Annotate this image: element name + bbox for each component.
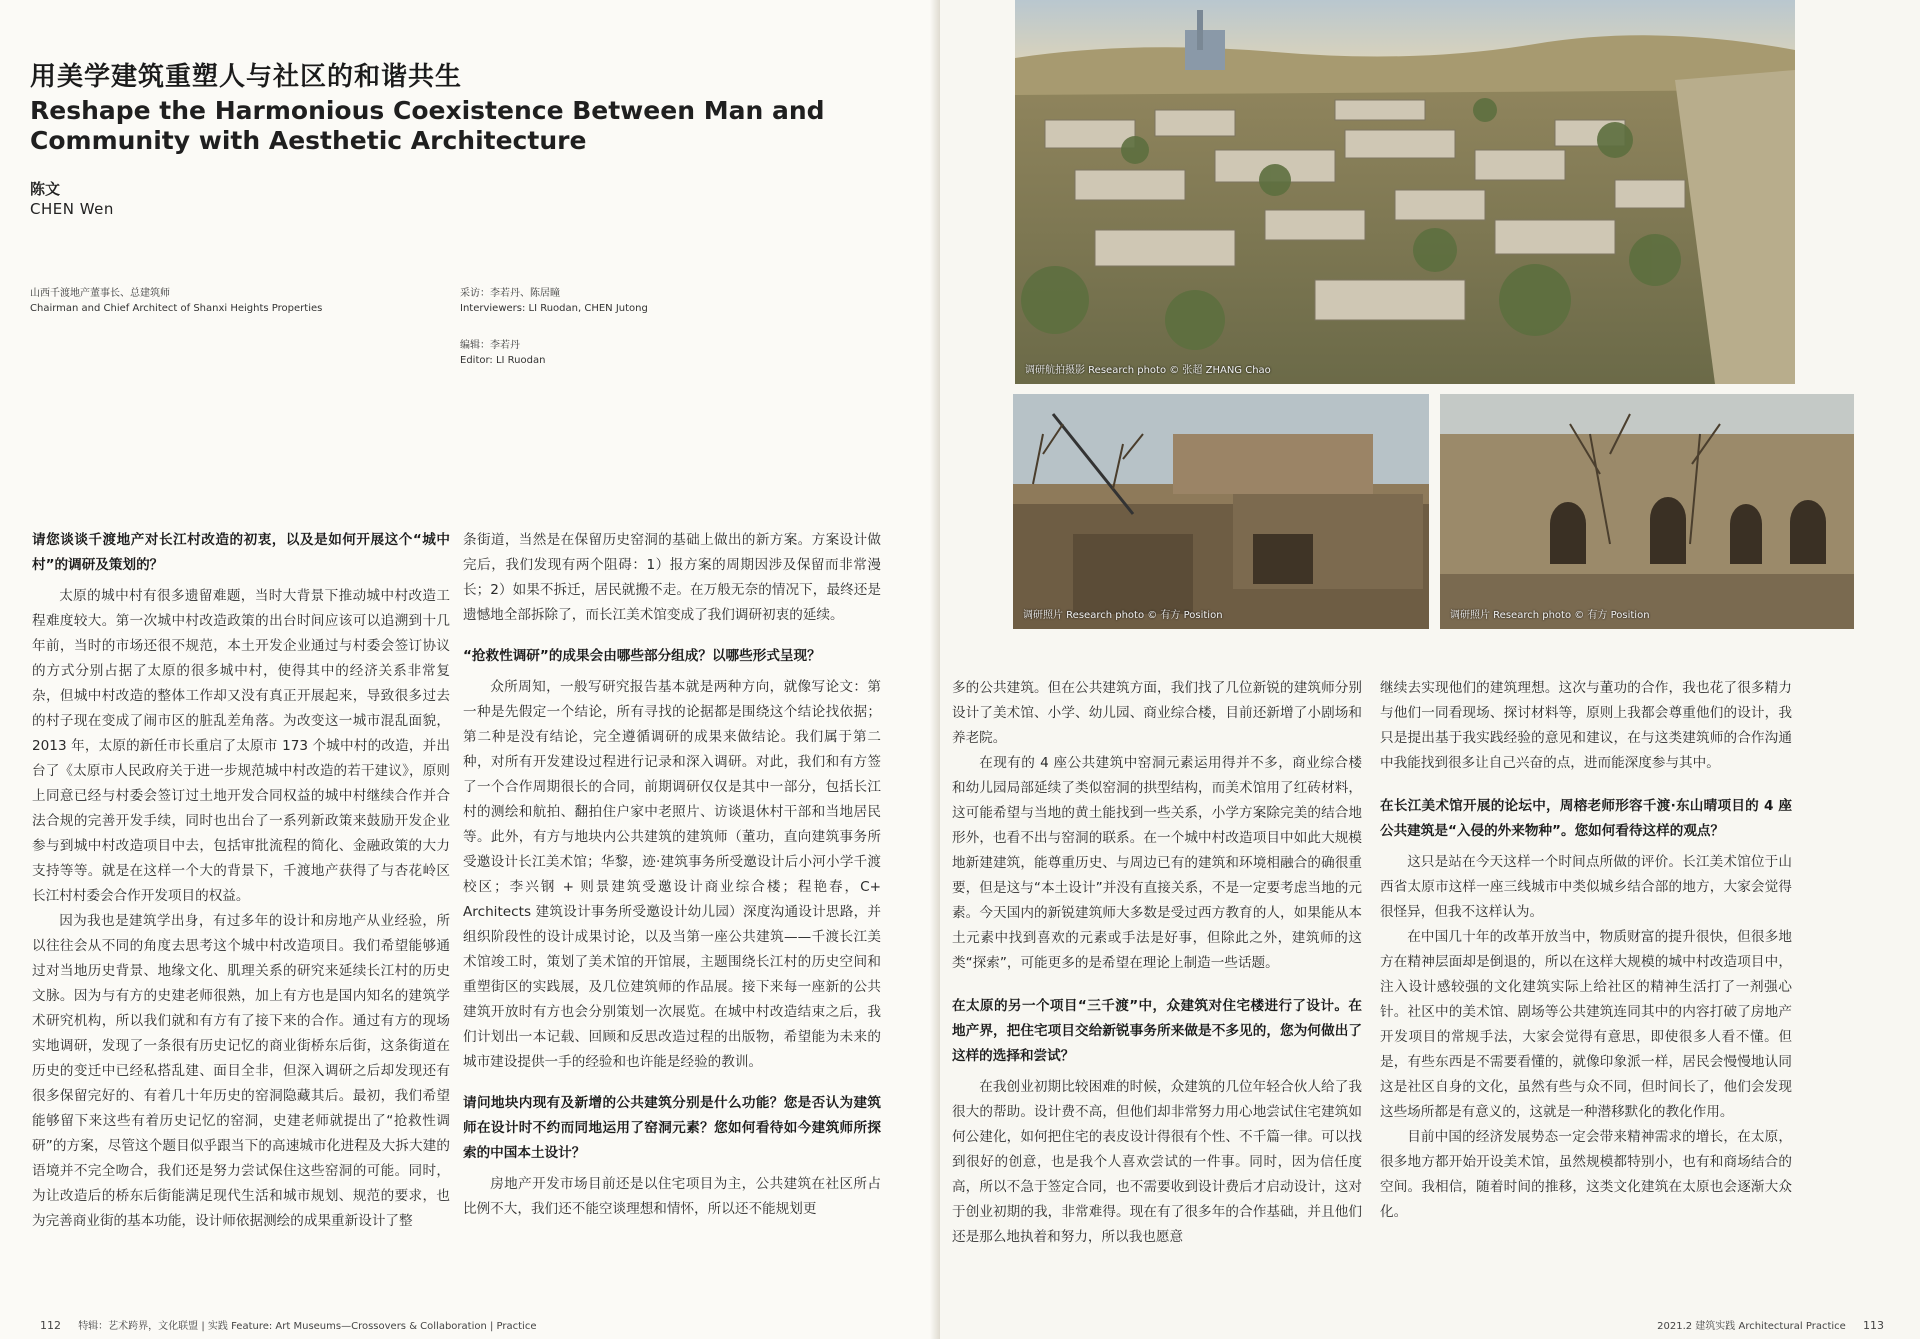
photo-caption: 调研照片 Research photo © 有方 Position bbox=[1450, 610, 1650, 621]
article-title-en: Reshape the Harmonious Coexistence Between Man and Community with Aesthetic Architecture bbox=[30, 96, 825, 155]
editor-en: Editor: LI Ruodan bbox=[460, 355, 546, 366]
paragraph: 目前中国的经济发展势态一定会带来精神需求的增长，在太原，很多地方都开始开设美术馆，虽然规模都特别小，也有和商场结合的空间。我相信，随着时间的推移，这类文化建筑在太原也会逐渐大众化。 bbox=[1380, 1129, 1792, 1220]
page-number: 113 bbox=[1863, 1319, 1884, 1332]
cave-dwelling-photo-1 bbox=[1013, 394, 1429, 629]
affiliation-en: Chairman and Chief Architect of Shanxi Heights Properties bbox=[30, 303, 323, 314]
editor-zh: 编辑：李若丹 bbox=[460, 340, 520, 351]
paragraph: 这只是站在今天这样一个时间点所做的评价。长江美术馆位于山西省太原市这样一座三线城市中类似城乡结合部的地方，大家会觉得很怪异，但我不这样认为。 bbox=[1380, 854, 1792, 920]
affiliation-zh: 山西千渡地产董事长、总建筑师 bbox=[30, 288, 170, 299]
aerial-research-photo bbox=[1015, 0, 1795, 384]
photo-caption: 调研航拍摄影 Research photo © 张超 ZHANG Chao bbox=[1025, 365, 1271, 376]
paragraph: 继续去实现他们的建筑理想。这次与董功的合作，我也花了很多精力与他们一同看现场、探讨材料等，原则上我都会尊重他们的设计，我只是提出基于我实践经验的意见和建议，在与这类建筑师的合作沟通中我能找到很多让自己兴奋的点，进而能深度参与其中。 bbox=[1380, 680, 1792, 771]
interview-question: 在太原的另一个项目“三千渡”中，众建筑对住宅楼进行了设计。在地产界，把住宅项目交给新锐事务所来做是不多见的，您为何做出了这样的选择和尝试？ bbox=[952, 998, 1362, 1064]
text-column-3 bbox=[952, 676, 1362, 1250]
aerial-village-image bbox=[1015, 0, 1795, 384]
interviewers-en: Interviewers: LI Ruodan, CHEN Jutong bbox=[460, 303, 648, 314]
author-name-zh: 陈文 bbox=[30, 180, 61, 198]
interview-question: 请问地块内现有及新增的公共建筑分别是什么功能？您是否认为建筑师在设计时不约而同地运用了窑洞元素？您如何看待如今建筑师所探索的中国本土设计？ bbox=[463, 1095, 881, 1161]
paragraph: 因为我也是建筑学出身，有过多年的设计和房地产从业经验，所以往往会从不同的角度去思考这个城中村改造项目。我们希望能够通过对当地历史背景、地缘文化、肌理关系的研究来延续长江村的历史文脉。因为与有方的史建老师很熟，加上有方也是国内知名的建筑学术研究机构，所以我们就和有方有了接下来的合作。通过有方的现场实地调研，发现了一条很有历史记忆的商业街桥东后街，这条街道在历史的变迁中已经私搭乱建、面目全非，但深入调研之后却发现还有很多保留完好的、有着几十年历史的窑洞隐藏其后。最初，我们希望能够留下来这些有着历史记忆的窑洞，史建老师就提出了“抢救性调研”的方案，尽管这个题目似乎跟当下的高速城市化进程及大拆大建的语境并不完全吻合，我们还是努力尝试保住这些窑洞的可能。同时，为让改造后的桥东后街能满足现代生活和城市规划、规范的要求，也为完善商业街的基本功能，设计师依据测绘的成果重新设计了整 bbox=[32, 913, 450, 1229]
paragraph: 在现有的 4 座公共建筑中窑洞元素运用得并不多，商业综合楼和幼儿园局部延续了类似窑洞的拱型结构，而美术馆用了红砖材料，这可能希望与当地的黄土能找到一些关系，小学方案除完美的结合地形外，也看不出与窑洞的联系。在一个城中村改造项目中如此大规模地新建建筑，能尊重历史、与周边已有的建筑和环境相融合的确很重要，但是这与“本土设计”并没有直接关系，不是一定要考虑当地的元素。今天国内的新锐建筑师大多数是受过西方教育的人，如果能从本土元素中找到喜欢的元素或手法是好事，但除此之外，建筑师的这类“探索”，可能更多的是希望在理论上制造一些话题。 bbox=[952, 755, 1362, 971]
paragraph: 太原的城中村有很多遗留难题，当时大背景下推动城中村改造工程难度较大。第一次城中村改造政策的出台时间应该可以追溯到十几年前，当时的市场还很不规范，本土开发企业通过与村委会签订协议的方式分别占据了太原的很多城中村，使得其中的经济关系非常复杂，但城中村改造的整体工作却又没有真正开展起来，导致很多过去的村子现在变成了闹市区的脏乱差角落。为改变这一城市混乱面貌，2013 年，太原的新任市长重启了太原市 173 个城中村的改造，并出台了《太原市人民政府关于进一步规范城中村改造的若干建议》，原则上同意已经与村委会签订过土地开发合同权益的城中村继续合作并合法合规的完善开发手续，同时也出台了一系列新政策来鼓励开发企业参与到城中村改造项目中去，包括审批流程的简化、金融政策的大力支持等等。就是在这样一个大的背景下，千渡地产获得了与杏花岭区长江村村委会合作开发项目的权益。 bbox=[32, 588, 450, 904]
cave-arches-image bbox=[1440, 394, 1854, 629]
editor-credit bbox=[460, 338, 545, 368]
text-column-2 bbox=[463, 528, 881, 1222]
issue-label: 2021.2 建筑实践 Architectural Practice bbox=[1657, 1321, 1846, 1332]
photo-caption: 调研照片 Research photo © 有方 Position bbox=[1023, 610, 1223, 621]
cave-dwelling-image bbox=[1013, 394, 1429, 629]
paragraph: 在中国几十年的改革开放当中，物质财富的提升很快，但很多地方在精神层面却是倒退的，所以在这样大规模的城中村改造项目中，注入设计感较强的文化建筑实际上给社区的精神生活打了一剂强心针。社区中的美术馆、剧场等公共建筑连同其中的内容打破了房地产开发项目的常规手法，大家会觉得有意思，即使很多人看不懂。但是，有些东西是不需要看懂的，就像印象派一样，居民会慢慢地认同这是社区自身的文化，虽然有些与众不同，但时间长了，他们会发现这些场所都是有意义的，这就是一种潜移默化的教化作用。 bbox=[1380, 929, 1792, 1120]
interviewers-credit bbox=[460, 286, 648, 316]
paragraph: 条街道，当然是在保留历史窑洞的基础上做出的新方案。方案设计做完后，我们发现有两个阻碍：1）报方案的周期因涉及保留而非常漫长；2）如果不拆迁，居民就搬不走。在万般无奈的情况下，最终还是遗憾地全部拆除了，而长江美术馆变成了我们调研初衷的延续。 bbox=[463, 532, 881, 623]
interviewers-zh: 采访：李若丹、陈居瞳 bbox=[460, 288, 560, 299]
author-affiliation bbox=[30, 286, 322, 316]
page-number: 112 bbox=[40, 1319, 61, 1332]
paragraph: 在我创业初期比较困难的时候，众建筑的几位年轻合伙人给了我很大的帮助。设计费不高，但他们却非常努力用心地尝试住宅建筑如何公建化，如何把住宅的表皮设计得很有个性、不千篇一律。可以找到很好的创意，也是我个人喜欢尝试的一件事。同时，因为信任度高，所以不急于签定合同，也不需要收到设计费后才启动设计，这对于创业初期的我，非常难得。现在有了很多年的合作基础，并且他们还是那么地执着和努力，所以我也愿意 bbox=[952, 1079, 1362, 1245]
article-title-zh: 用美学建筑重塑人与社区的和谐共生 bbox=[30, 62, 463, 92]
section-label: 特辑：艺术跨界，文化联盟 | 实践 Feature: Art Museums—Crossovers & Collaboration | Practice bbox=[78, 1321, 537, 1332]
paragraph: 众所周知，一般写研究报告基本就是两种方向，就像写论文：第一种是先假定一个结论，所有寻找的论据都是围绕这个结论找依据；第二种是没有结论，完全遵循调研的成果来做结论。我们属于第二种，对所有开发建设过程进行记录和深入调研。对此，我们和有方签了一个合作周期很长的合同，前期调研仅仅是其中一部分，包括长江村的测绘和航拍、翻拍住户家中老照片、访谈退休村干部和当地居民等。此外，有方与地块内公共建筑的建筑师（董功，直向建筑事务所受邀设计长江美术馆；华黎，迹·建筑事务所受邀设计后小河小学千渡校区；李兴钢 + 则景建筑受邀设计商业综合楼；程艳春，C+ Architects 建筑设计事务所受邀设计幼儿园）深度沟通设计思路，并组织阶段性的设计成果讨论，以及当第一座公共建筑——千渡长江美术馆竣工时，策划了美术馆的开馆展，主题围绕长江村的历史空间和重塑街区的实践展，及几位建筑师的作品展。接下来每一座新的公共建筑开放时有方也会分别策划一次展览。在城中村改造结束之后，我们计划出一本记载、回顾和反思改造过程的出版物，希望能为未来的城市建设提供一手的经验和也许能是经验的教训。 bbox=[463, 679, 881, 1070]
paragraph: 房地产开发市场目前还是以住宅项目为主，公共建筑在社区所占比例不大，我们还不能空谈理想和情怀，所以还不能规划更 bbox=[463, 1176, 881, 1217]
text-column-1 bbox=[32, 528, 450, 1234]
left-page bbox=[0, 0, 940, 1339]
right-page bbox=[940, 0, 1920, 1339]
page-footer-right bbox=[1657, 1317, 1884, 1332]
page-footer-left bbox=[40, 1317, 537, 1332]
author-name-en: CHEN Wen bbox=[30, 200, 114, 218]
text-column-4 bbox=[1380, 676, 1792, 1225]
interview-question: 在长江美术馆开展的论坛中，周榕老师形容千渡·东山晴项目的 4 座公共建筑是“入侵的外来物种”。您如何看待这样的观点？ bbox=[1380, 798, 1792, 839]
interview-question: 请您谈谈千渡地产对长江村改造的初衷，以及是如何开展这个“城中村”的调研及策划的？ bbox=[32, 532, 450, 573]
cave-dwelling-photo-2 bbox=[1440, 394, 1854, 629]
interview-question: “抢救性调研”的成果会由哪些部分组成？以哪些形式呈现？ bbox=[463, 648, 821, 664]
paragraph: 多的公共建筑。但在公共建筑方面，我们找了几位新锐的建筑师分别设计了美术馆、小学、幼儿园、商业综合楼，目前还新增了小剧场和养老院。 bbox=[952, 680, 1362, 746]
